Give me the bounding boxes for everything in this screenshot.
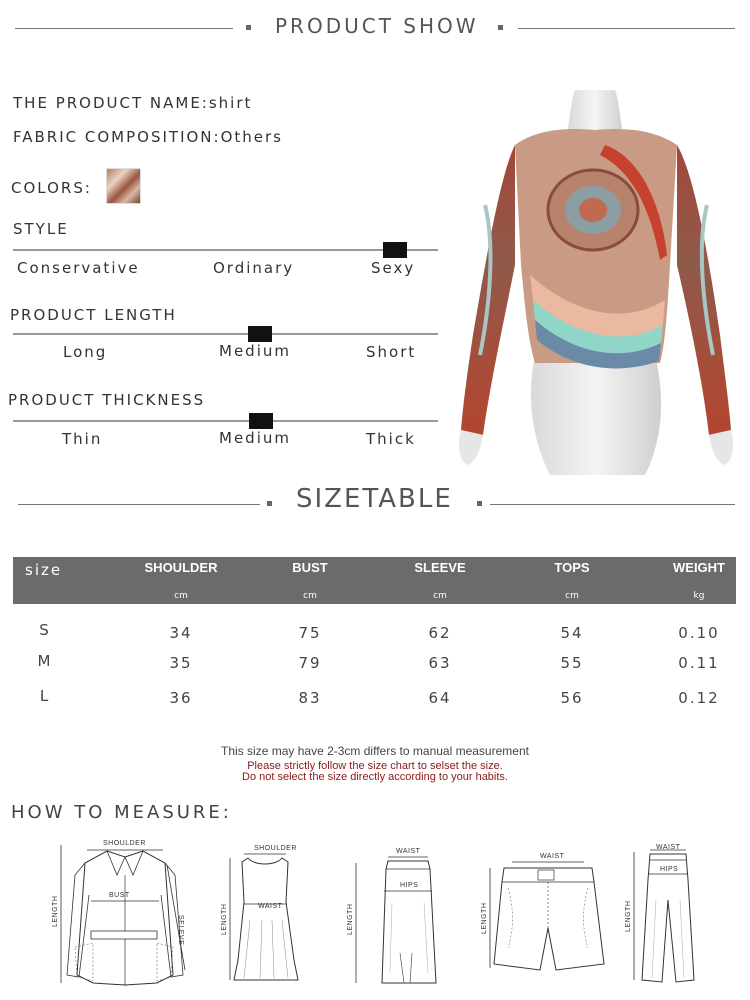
row-shoulder: 36 [169,689,193,707]
fabric-label: FABRIC COMPOSITION: [13,128,221,146]
header-dot-right [498,25,503,30]
dress-shoulder-label: SHOULDER [254,845,297,852]
col-header-shoulder: SHOULDER [144,560,218,575]
product-name [13,94,252,112]
size-column-header: size [25,561,63,579]
dress-length-label: LENGTH [221,903,228,935]
size-table-header [13,557,736,604]
jacket-bust-label: BUST [109,892,130,899]
thickness-label-thin: Thin [62,430,103,448]
jacket-shoulder-label: SHOULDER [103,840,146,847]
pants-length-label: LENGTH [625,900,632,932]
jacket-sleeve-label: SELEVE [177,915,184,946]
col-unit-sleeve: cm [433,591,447,601]
size-warning-1: Please strictly follow the size chart to selset the size. [247,760,503,772]
sizetable-dot-right [477,501,482,506]
sizetable-line-left [18,504,260,505]
length-label-long: Long [63,343,108,361]
measurement-note: This size may have 2-3cm differs to manual measurement [221,744,529,758]
col-header-bust: BUST [292,560,328,575]
how-to-measure-title: HOW TO MEASURE: [11,802,232,823]
skirt-length-label: LENGTH [347,903,354,935]
sizetable-dot-left [267,501,272,506]
length-label-short: Short [366,343,417,361]
row-size: S [39,621,51,639]
skirt-hips-label: HIPS [400,882,419,889]
length-label-medium: Medium [219,342,291,360]
row-tops: 56 [560,689,584,707]
row-size: M [37,652,53,670]
row-tops: 55 [560,654,584,672]
sizetable-line-right [490,504,735,505]
page-title: PRODUCT SHOW [275,14,479,38]
header-line-right [518,28,735,29]
pants-measure-illustration [622,840,712,990]
row-shoulder: 34 [169,624,193,642]
style-label-ordinary: Ordinary [213,259,295,277]
style-slider-knob[interactable] [383,242,407,258]
thickness-label-medium: Medium [219,429,291,447]
jacket-measure-illustration [45,835,195,995]
fabric-value: Others [220,128,283,146]
col-unit-tops: cm [565,591,579,601]
pants-waist-label: WAIST [656,844,681,851]
skirt-measure-illustration [340,843,450,993]
size-warning-2: Do not select the size directly according to your habits. [242,771,508,783]
style-label-conservative: Conservative [17,259,140,277]
skirt-waist-label: WAIST [396,848,421,855]
length-slider-knob[interactable] [248,326,272,342]
row-weight: 0.12 [678,689,720,707]
dress-measure-illustration [214,840,304,990]
color-swatch[interactable] [106,168,141,204]
shorts-length-label: LENGTH [481,902,488,934]
row-bust: 83 [298,689,322,707]
row-bust: 75 [298,624,322,642]
sizetable-title: SIZETABLE [296,484,453,514]
row-size: L [39,687,51,705]
length-slider-track [13,333,438,335]
header-dot-left [246,25,251,30]
product-name-label: THE PRODUCT NAME: [13,94,209,112]
col-unit-bust: cm [303,591,317,601]
length-title: PRODUCT LENGTH [10,306,177,324]
pants-hips-label: HIPS [660,866,679,873]
col-header-tops: TOPS [554,560,590,575]
row-weight: 0.11 [678,654,720,672]
shorts-measure-illustration [478,848,613,978]
style-label-sexy: Sexy [371,259,416,277]
thickness-title: PRODUCT THICKNESS [8,391,206,409]
style-slider-track [13,249,438,251]
thickness-slider-knob[interactable] [249,413,273,429]
row-sleeve: 63 [428,654,452,672]
row-bust: 79 [298,654,322,672]
row-weight: 0.10 [678,624,720,642]
header-line-left [15,28,233,29]
colors-label: COLORS: [11,179,92,197]
style-title: STYLE [13,220,69,238]
dress-waist-label: WAIST [258,903,283,910]
product-name-value: shirt [208,94,253,112]
jacket-length-label: LENGTH [52,895,59,927]
thickness-label-thick: Thick [366,430,416,448]
thickness-slider-track [13,420,438,422]
fabric-composition [13,128,283,146]
col-header-weight: WEIGHT [673,560,725,575]
row-shoulder: 35 [169,654,193,672]
row-sleeve: 62 [428,624,452,642]
col-unit-weight: kg [693,591,705,601]
product-photo [455,85,740,475]
col-header-sleeve: SLEEVE [414,560,466,575]
shorts-waist-label: WAIST [540,853,565,860]
row-tops: 54 [560,624,584,642]
col-unit-shoulder: cm [174,591,188,601]
row-sleeve: 64 [428,689,452,707]
